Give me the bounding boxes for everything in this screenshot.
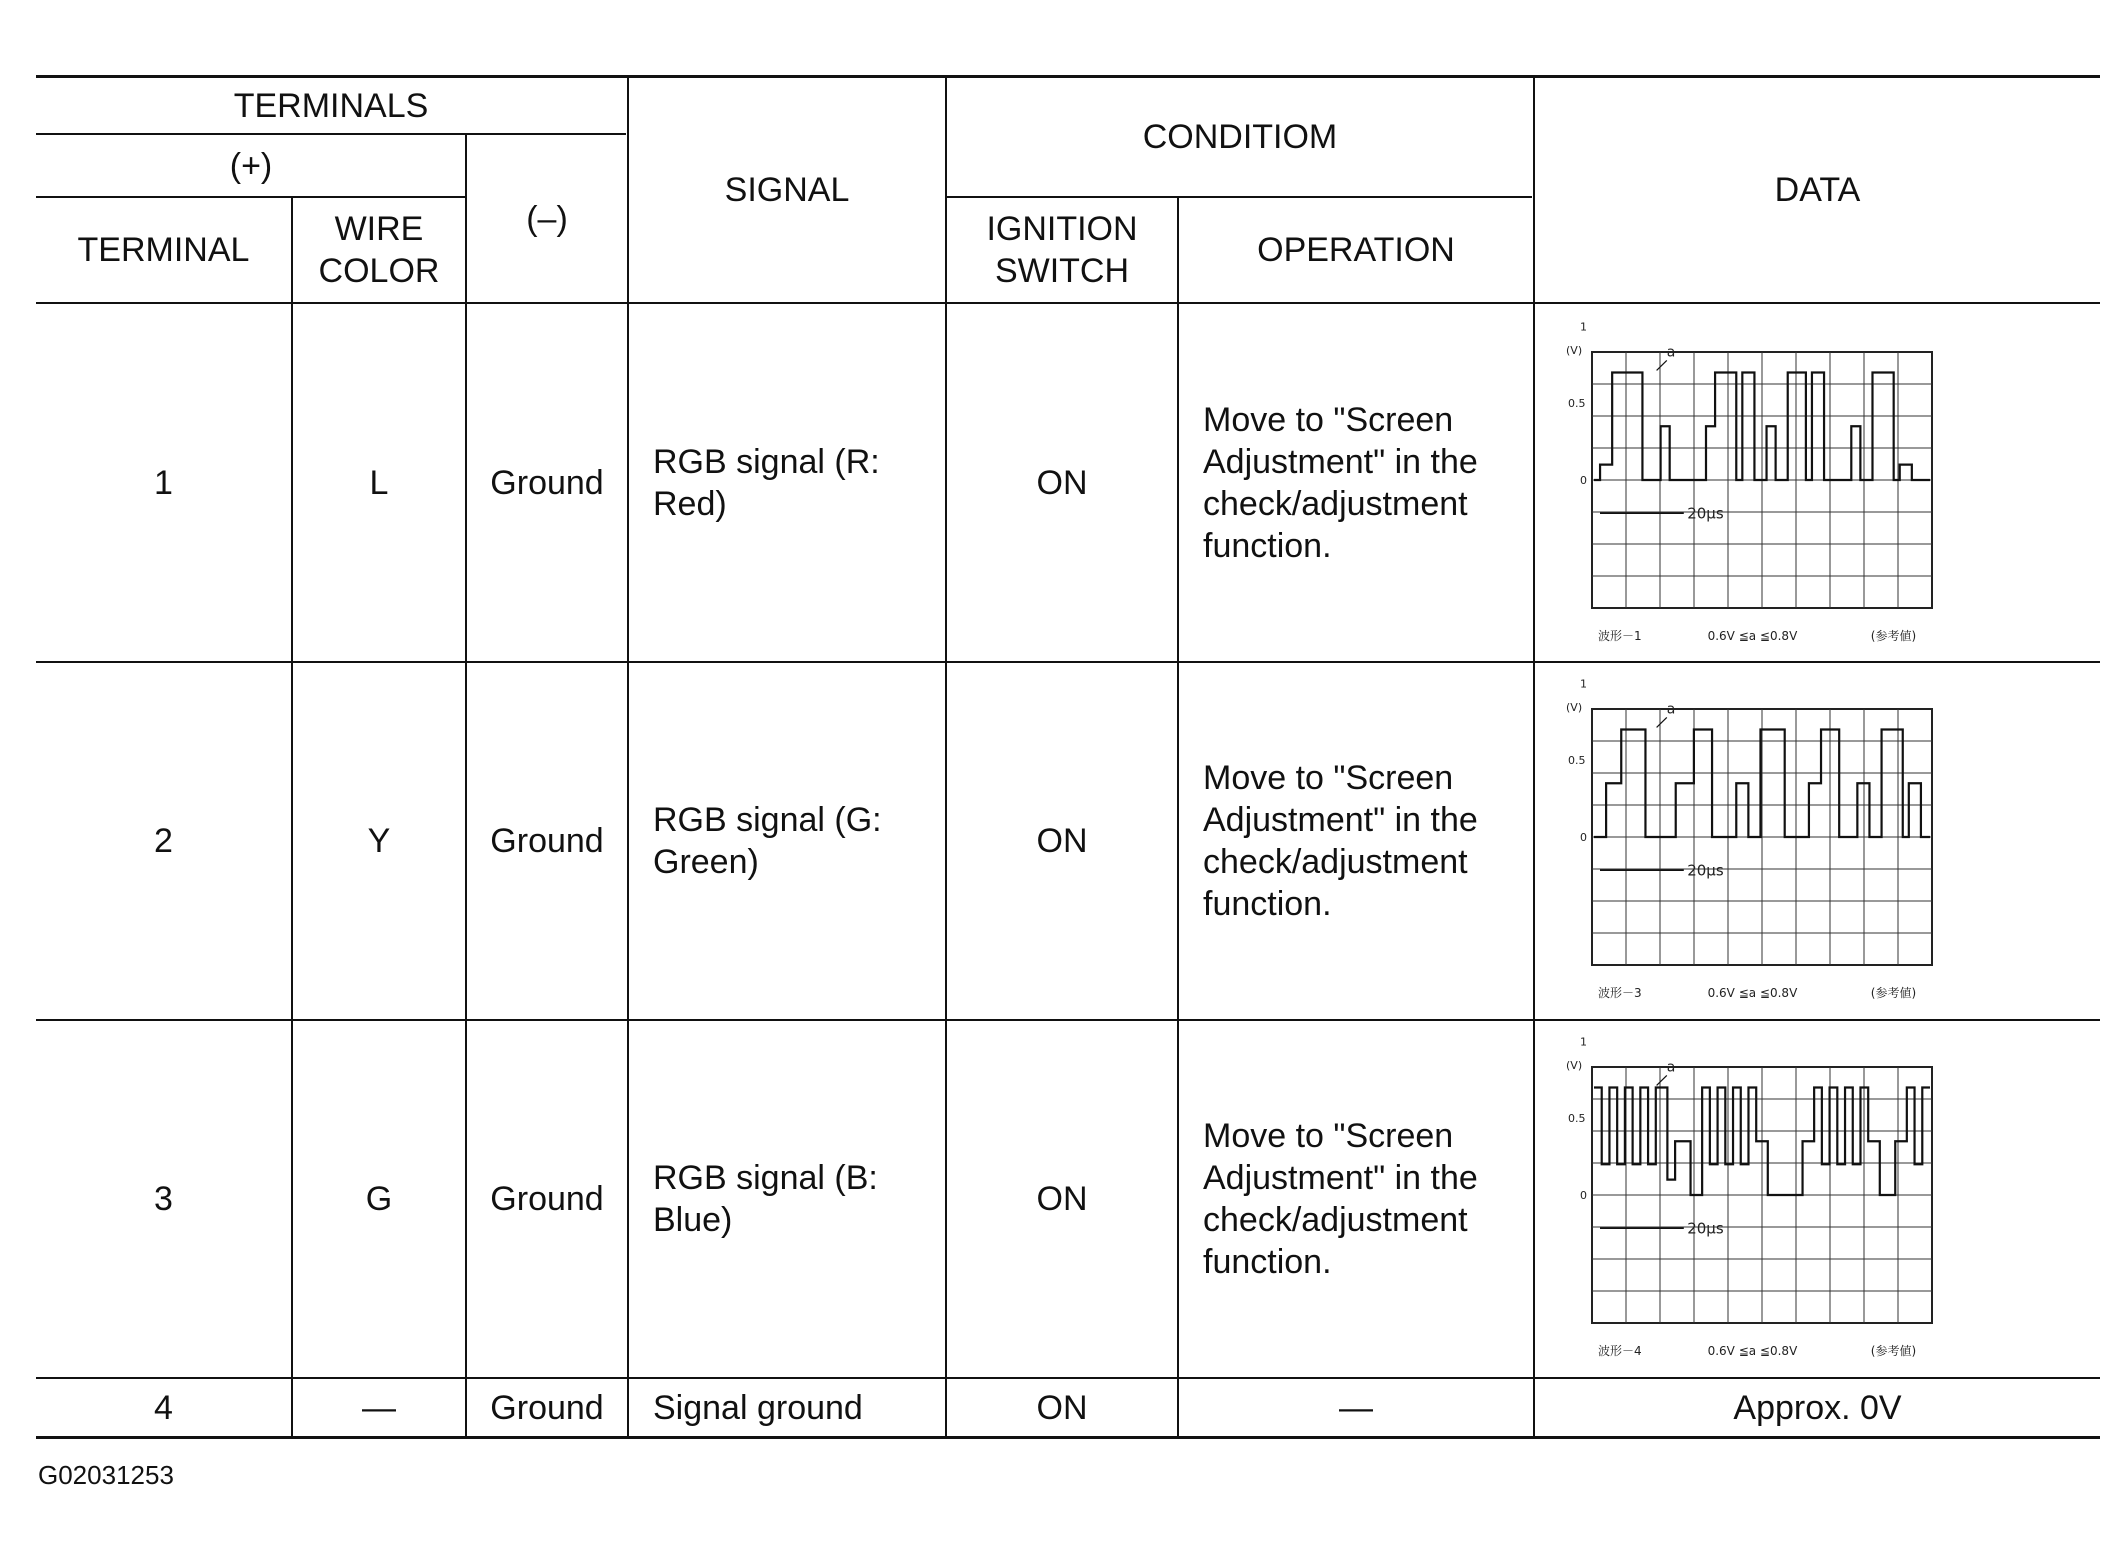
caption-range: 0.6V ≦a ≦0.8V [1707, 629, 1798, 643]
time-division-label: 20μs [1687, 504, 1724, 523]
tick-label-05: 0.5 [1568, 397, 1586, 411]
time-division-label: 20μs [1687, 861, 1724, 880]
caption-right: (参考値) [1870, 986, 1917, 1000]
row4-wire-color: — [362, 1388, 396, 1427]
row3-wire-color: G [365, 1180, 393, 1218]
marker-label: a [1666, 701, 1676, 718]
header-plus: (+) [229, 146, 273, 185]
unit-label: (V) [1566, 1059, 1583, 1072]
tick-label-05: 0.5 [1568, 754, 1586, 768]
row3-minus: Ground [490, 1180, 604, 1218]
tick-label-0: 0 [1580, 1189, 1587, 1202]
unit-label: (V) [1566, 344, 1583, 357]
row1-signal: RGB signal (R: Red) [653, 442, 880, 523]
header-wire-color: WIRE COLOR [318, 210, 440, 290]
marker-label: a [1666, 1059, 1676, 1076]
row2-minus: Ground [490, 822, 604, 860]
row4-ignition: ON [1036, 1388, 1088, 1427]
row1-operation: Move to "Screen Adjustment" in the check/adjustment function. [1203, 400, 1478, 565]
header-terminal: TERMINAL [77, 231, 250, 269]
tick-label-0: 0 [1580, 831, 1587, 844]
figure-code: G02031253 [38, 1460, 174, 1490]
unit-label: (V) [1566, 701, 1583, 714]
tick-label-1: 1 [1580, 677, 1587, 691]
row3-operation: Move to "Screen Adjustment" in the check/adjustment function. [1203, 1117, 1478, 1281]
row4-data: Approx. 0V [1733, 1388, 1902, 1427]
row1-minus: Ground [490, 463, 604, 502]
row4-terminal: 4 [154, 1388, 173, 1427]
caption-right: (参考値) [1870, 1344, 1917, 1358]
row2-wire-color: Y [367, 822, 391, 860]
row3-signal: RGB signal (B: Blue) [653, 1159, 878, 1239]
caption-range: 0.6V ≦a ≦0.8V [1707, 986, 1798, 1000]
header-signal: SIGNAL [724, 171, 850, 209]
caption-left: 波形－3 [1598, 986, 1642, 1000]
row1-ignition: ON [1036, 463, 1088, 502]
row3-terminal: 3 [154, 1180, 173, 1218]
row1-wire-color: L [369, 463, 389, 502]
caption-range: 0.6V ≦a ≦0.8V [1707, 1344, 1798, 1358]
row3-waveform [1562, 1035, 1942, 1365]
tick-label-0: 0 [1580, 474, 1587, 487]
tick-label-05: 0.5 [1568, 1112, 1586, 1126]
row2-terminal: 2 [154, 822, 173, 860]
caption-left: 波形－4 [1598, 1344, 1642, 1358]
marker-label: a [1666, 344, 1676, 361]
row2-operation: Move to "Screen Adjustment" in the check/adjustment function. [1203, 759, 1478, 923]
row1-waveform [1562, 320, 1942, 650]
header-ignition-switch: IGNITION SWITCH [986, 210, 1138, 290]
row3-ignition: ON [1036, 1180, 1088, 1218]
row2-waveform [1562, 677, 1942, 1007]
row2-signal: RGB signal (G: Green) [653, 801, 882, 881]
row2-ignition: ON [1036, 822, 1088, 860]
header-operation: OPERATION [1257, 231, 1455, 269]
row4-signal: Signal ground [653, 1388, 863, 1427]
tick-label-1: 1 [1580, 1035, 1587, 1049]
oscilloscope-waveform [1562, 1035, 1942, 1365]
row4-operation: — [1339, 1388, 1373, 1427]
oscilloscope-waveform [1562, 320, 1942, 650]
caption-right: (参考値) [1870, 629, 1917, 643]
time-division-label: 20μs [1687, 1219, 1724, 1238]
header-minus: (–) [526, 199, 568, 238]
header-condition: CONDITIOM [1142, 118, 1338, 156]
row1-terminal: 1 [154, 463, 173, 502]
marker-line [1657, 1075, 1667, 1085]
rule-bottom [36, 1436, 2100, 1439]
row4-minus: Ground [490, 1388, 604, 1427]
caption-left: 波形－1 [1598, 629, 1642, 643]
header-data: DATA [1774, 171, 1861, 209]
oscilloscope-waveform [1562, 677, 1942, 1007]
header-terminals: TERMINALS [233, 86, 429, 125]
marker-line [1657, 717, 1667, 727]
marker-line [1657, 360, 1667, 370]
tick-label-1: 1 [1580, 320, 1587, 334]
